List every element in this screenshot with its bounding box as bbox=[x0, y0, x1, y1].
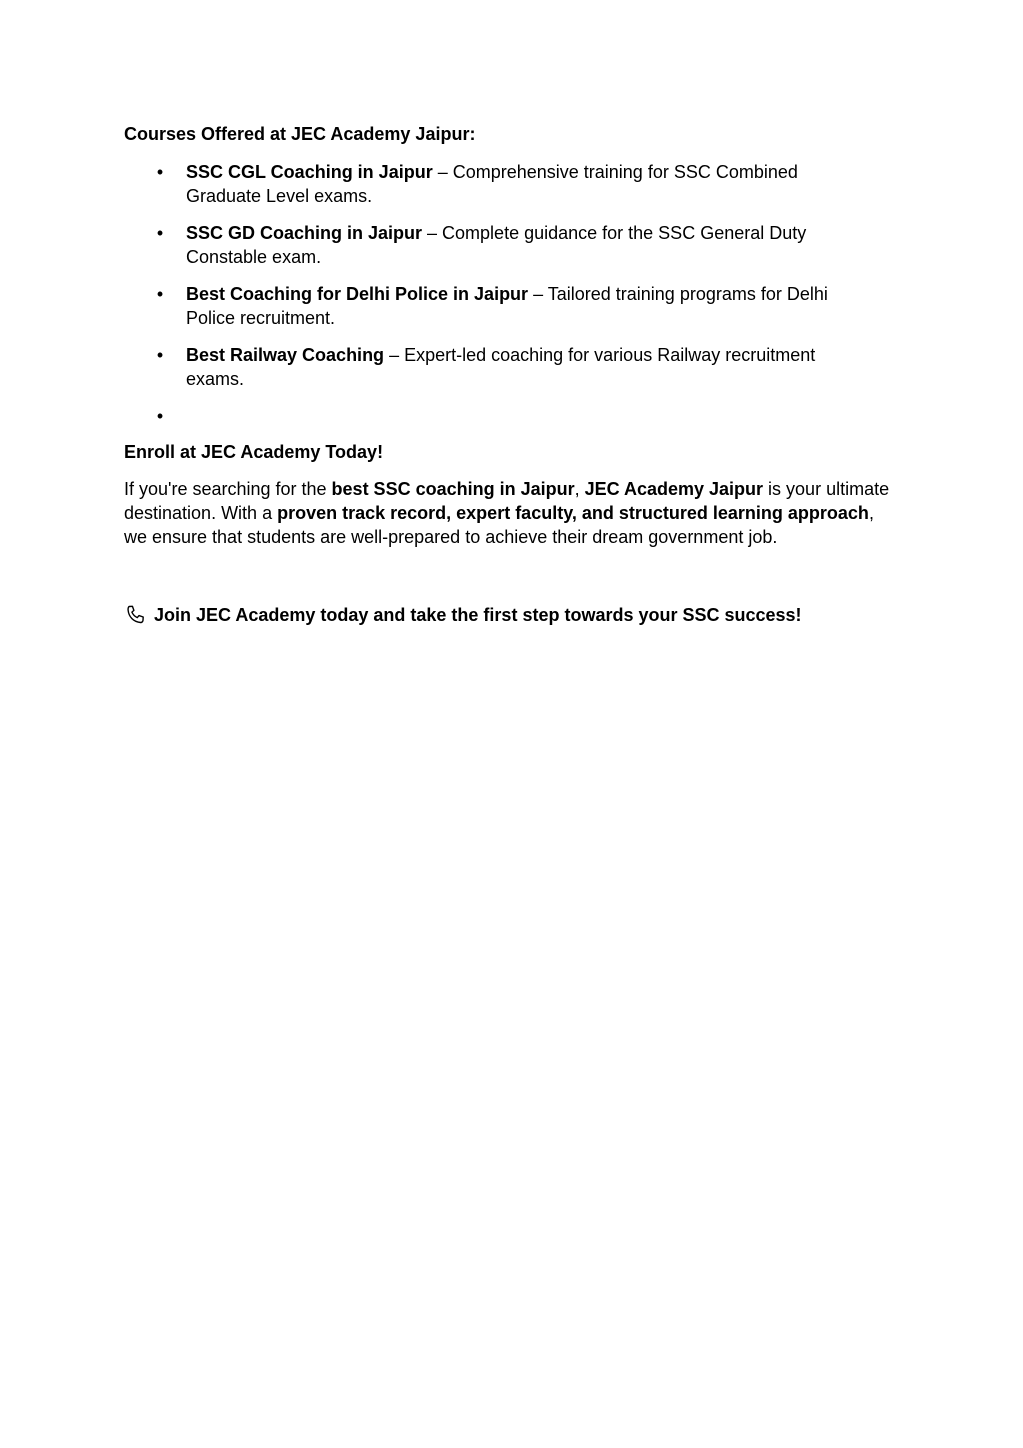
phone-icon bbox=[124, 603, 148, 627]
enroll-heading: Enroll at JEC Academy Today! bbox=[124, 442, 384, 462]
course-title: SSC CGL Coaching in Jaipur bbox=[186, 162, 433, 182]
paragraph-text: If you're searching for the bbox=[124, 479, 332, 499]
course-title: Best Coaching for Delhi Police in Jaipur bbox=[186, 284, 529, 304]
course-title: SSC GD Coaching in Jaipur bbox=[186, 223, 423, 243]
course-description-cont: Constable exam. bbox=[186, 247, 322, 267]
courses-heading: Courses Offered at JEC Academy Jaipur: bbox=[124, 124, 476, 144]
list-item bbox=[124, 343, 894, 391]
paragraph-bold: JEC Academy Jaipur bbox=[584, 479, 764, 499]
paragraph-bold: best SSC coaching in Jaipur bbox=[331, 479, 575, 499]
course-description-cont: Graduate Level exams. bbox=[186, 186, 373, 206]
paragraph-bold: proven track record, expert faculty, and structured learning approach bbox=[277, 503, 869, 523]
list-item bbox=[124, 282, 894, 330]
course-description-cont: exams. bbox=[186, 369, 245, 389]
course-description: – Tailored training programs for Delhi bbox=[528, 284, 828, 304]
paragraph-text: , we ensure that students are well-prepared to achieve their dream government job. bbox=[124, 503, 874, 547]
courses-list bbox=[124, 160, 894, 428]
course-title: Best Railway Coaching bbox=[186, 345, 385, 365]
document-page bbox=[124, 122, 894, 627]
paragraph-text: is your ultimate destination. With a bbox=[124, 479, 890, 523]
enroll-paragraph bbox=[124, 477, 894, 549]
bullet: • bbox=[156, 284, 164, 304]
bullet: • bbox=[156, 345, 164, 365]
course-description-cont: Police recruitment. bbox=[186, 308, 336, 328]
bullet: • bbox=[156, 223, 164, 243]
list-item bbox=[124, 160, 894, 208]
course-description: – Complete guidance for the SSC General Duty bbox=[422, 223, 807, 243]
bullet: • bbox=[156, 162, 164, 182]
list-item bbox=[124, 221, 894, 269]
course-description: – Comprehensive training for SSC Combined bbox=[432, 162, 798, 182]
cta-text: Join JEC Academy today and take the first step towards your SSC success! bbox=[154, 605, 802, 625]
empty-list-item bbox=[124, 404, 894, 428]
bullet: • bbox=[156, 406, 164, 426]
paragraph-text: , bbox=[574, 479, 585, 499]
call-to-action bbox=[124, 603, 894, 627]
course-description: – Expert-led coaching for various Railway recruitment bbox=[384, 345, 816, 365]
